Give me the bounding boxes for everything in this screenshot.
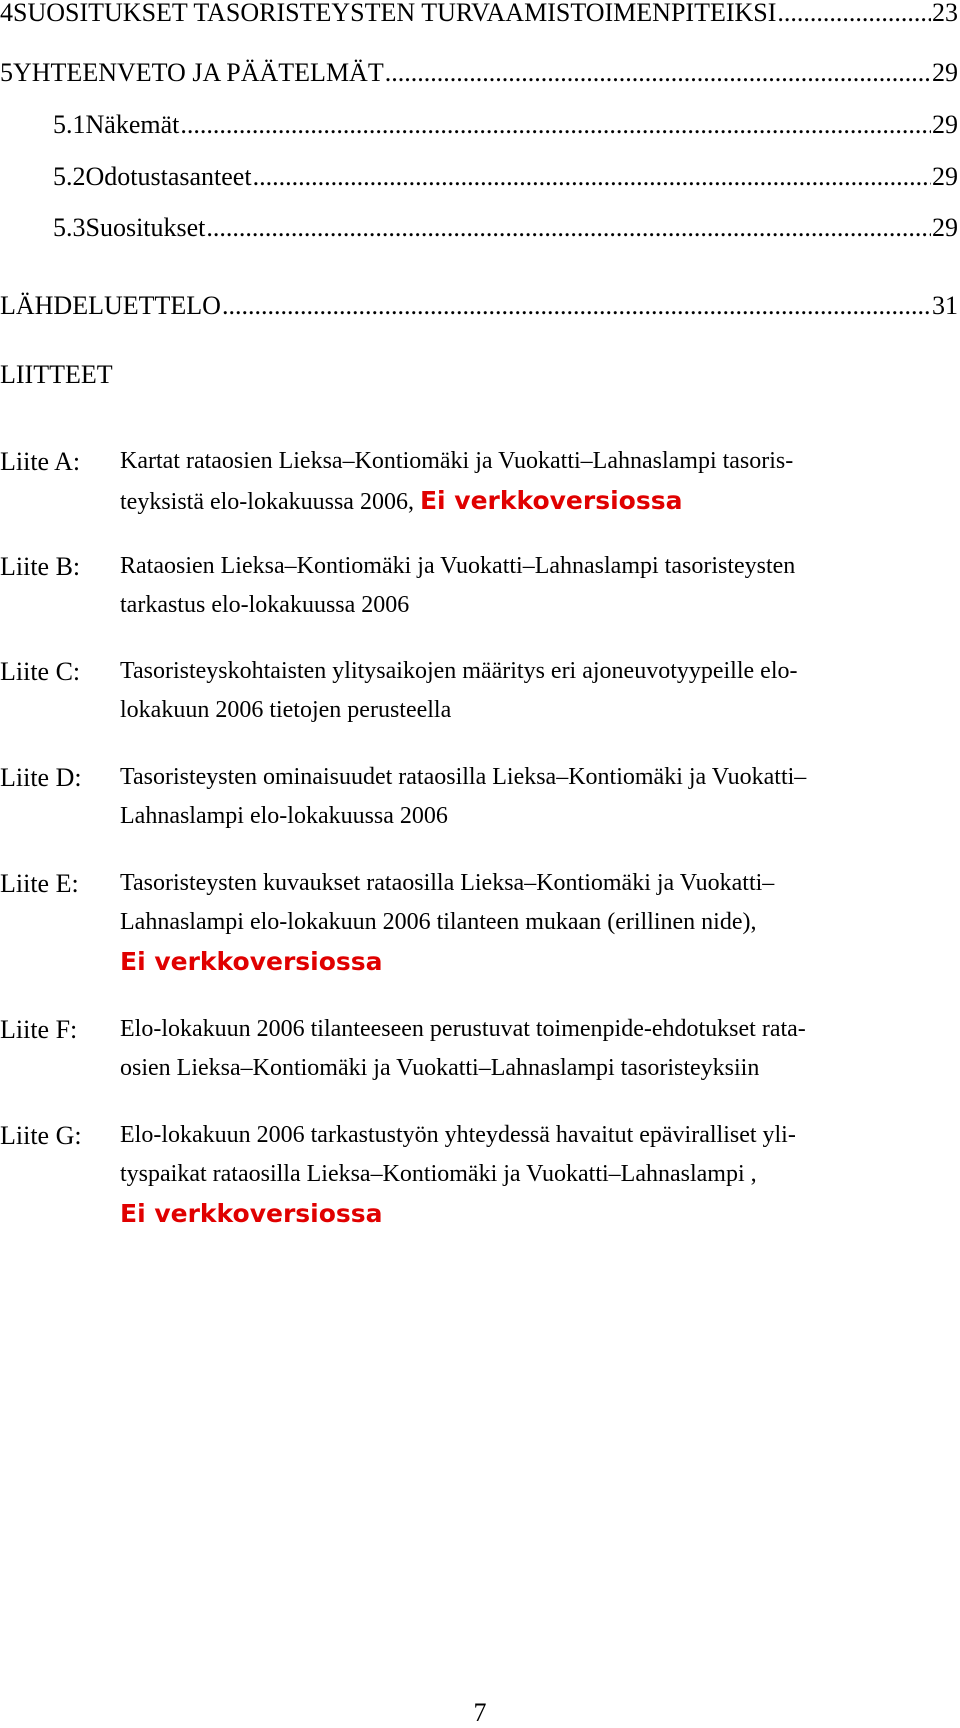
appendix-line: tarkastus elo-lokakuussa 2006 (120, 592, 410, 618)
toc-number: 5.3 (53, 213, 86, 242)
toc-dot-leader (385, 56, 931, 90)
toc-page-number: 23 (932, 0, 958, 27)
toc-number: 5.2 (53, 162, 86, 191)
toc-page-number: 31 (932, 291, 958, 320)
not-online-note: Ei verkkoversiossa (120, 1199, 383, 1228)
toc-entry[interactable] (53, 211, 958, 245)
toc-dot-leader (206, 211, 931, 245)
not-online-note: Ei verkkoversiossa (419, 486, 683, 515)
appendix-line: Rataosien Lieksa–Kontiomäki ja Vuokatti–Lahnaslampi tasoristeysten (120, 553, 796, 579)
toc-dot-leader (253, 160, 931, 194)
toc-title: LÄHDELUETTELO (0, 291, 221, 320)
appendix-label: Liite C: (0, 657, 81, 686)
appendix-line: Elo-lokakuun 2006 tarkastustyön yhteydessä havaitut epäviralliset yli- (120, 1122, 796, 1148)
appendix-description (120, 1010, 958, 1088)
page-number: 7 (473, 1698, 487, 1727)
appendix-description (120, 652, 958, 730)
appendix-line: Tasoristeyskohtaisten ylitysaikojen määritys eri ajoneuvotyypeille elo- (120, 658, 798, 684)
toc-title: Odotustasanteet (85, 162, 252, 191)
toc-entry[interactable] (0, 56, 958, 90)
appendix-item (0, 1010, 958, 1088)
appendix-line: Tasoristeysten kuvaukset rataosilla Lieksa–Kontiomäki ja Vuokatti– (120, 870, 775, 896)
appendix-line-text: teyksistä elo-lokakuussa 2006, (120, 489, 414, 515)
appendix-label: Liite D: (0, 763, 82, 792)
appendix-line: osien Lieksa–Kontiomäki ja Vuokatti–Lahnaslampi tasoristeyksiin (120, 1055, 760, 1081)
toc-page-number: 29 (932, 110, 958, 139)
toc-dot-leader (222, 289, 931, 323)
toc-title: YHTEENVETO JA PÄÄTELMÄT (13, 58, 384, 87)
appendix-label: Liite F: (0, 1015, 78, 1044)
appendix-item (0, 442, 958, 522)
appendix-item (0, 652, 958, 730)
toc-title: Näkemät (85, 110, 180, 139)
appendix-item (0, 547, 958, 625)
toc-dot-leader (777, 0, 931, 30)
appendix-description (120, 758, 958, 836)
appendix-line: lokakuun 2006 tietojen perusteella (120, 697, 452, 723)
toc-page-number: 29 (932, 213, 958, 242)
toc-title: SUOSITUKSET TASORISTEYSTEN TURVAAMISTOIMENPITEIKSI (13, 0, 777, 27)
appendix-description (120, 1116, 958, 1233)
appendix-label: Liite G: (0, 1121, 82, 1150)
toc-entry[interactable] (0, 289, 958, 323)
appendix-label: Liite B: (0, 552, 81, 581)
toc-page-number: 29 (932, 58, 958, 87)
appendix-line: tyspaikat rataosilla Lieksa–Kontiomäki ja Vuokatti–Lahnaslampi , (120, 1161, 757, 1187)
appendix-description (120, 864, 958, 981)
toc-dot-leader (180, 108, 931, 142)
not-online-note: Ei verkkoversiossa (120, 947, 383, 976)
toc-page-number: 29 (932, 162, 958, 191)
appendix-line: Lahnaslampi elo-lokakuun 2006 tilanteen mukaan (erillinen nide), (120, 909, 757, 935)
appendix-item (0, 758, 958, 836)
toc-entry[interactable] (53, 108, 958, 142)
appendix-line: Elo-lokakuun 2006 tilanteeseen perustuvat toimenpide-ehdotukset rata- (120, 1016, 806, 1042)
appendix-line (120, 481, 958, 522)
appendix-item (0, 864, 958, 981)
appendix-label: Liite E: (0, 869, 79, 898)
appendix-item (0, 1116, 958, 1233)
toc-title: Suositukset (85, 213, 206, 242)
appendix-label: Liite A: (0, 447, 81, 476)
appendix-description (120, 442, 958, 522)
appendix-line: Tasoristeysten ominaisuudet rataosilla Lieksa–Kontiomäki ja Vuokatti– (120, 764, 807, 790)
toc-number: 5 (0, 58, 13, 87)
appendix-line: Kartat rataosien Lieksa–Kontiomäki ja Vuokatti–Lahnaslampi tasoris- (120, 448, 794, 474)
appendix-line: Lahnaslampi elo-lokakuussa 2006 (120, 803, 448, 829)
appendices-heading: LIITTEET (0, 360, 113, 389)
toc-number: 4 (0, 0, 13, 27)
toc-entry[interactable] (53, 160, 958, 194)
toc-entry[interactable] (0, 0, 958, 30)
appendix-description (120, 547, 958, 625)
toc-number: 5.1 (53, 110, 86, 139)
